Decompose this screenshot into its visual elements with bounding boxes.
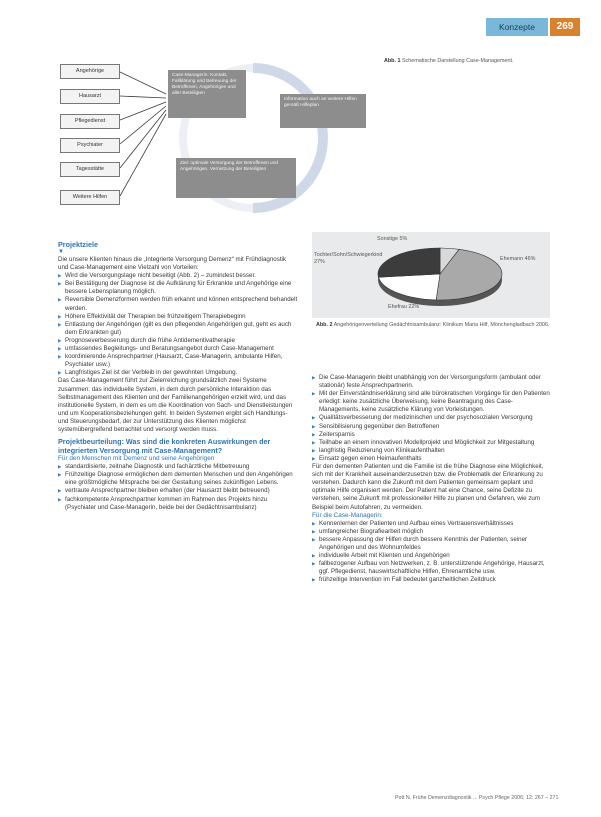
box-hausarzt: Hausarzt	[60, 89, 120, 104]
list-item: ▶ fallbezogener Aufbau von Netzwerken, z. B. unterstützende Angehörige, Hausarzt, ggf. Pflegedienst, hauswirtschaftliche Hilfen, Ehrenamtliche usw.	[312, 560, 552, 576]
pie-label-tochter: Tochter/Sohn/Schwiegerkind 27%	[314, 252, 383, 265]
list-projektziele	[58, 272, 298, 377]
pie-label-sonstige: Sonstige 5%	[377, 236, 408, 242]
list-item: ▶ Frühzeitige Diagnose ermöglichen dem dementen Menschen und den Angehörigen eine größtmögliche Mitsprache bei der Gestaltung seines zukünftigen Lebens.	[58, 471, 298, 487]
heading-demenz-angehoerige: Für den Menschen mit Demenz und seine Angehörigen	[58, 455, 215, 463]
case-management-diagram	[58, 50, 376, 220]
list-item: ▶ langfristig Reduzierung von Klinikaufenthalten	[312, 447, 552, 455]
figure1-caption-label: Abb. 1	[384, 58, 401, 64]
pie-slice	[378, 248, 440, 277]
list-item: ▶ Sensibilisierung gegenüber den Betroffenen	[312, 423, 552, 431]
pie-label-ehemann: Ehemann 46%	[500, 256, 536, 262]
list-item: ▶ Höhere Effektivität der Therapien bei frühzeitigem Therapiebeginn	[58, 313, 298, 321]
list-item: ▶ standardisierte, zeitnahe Diagnostik und fachärztliche Mitbetreuung	[58, 463, 298, 471]
box-pflegedienst: Pflegedienst	[60, 114, 120, 129]
list-item: ▶ individuelle Arbeit mit Klienten und Angehörigen	[312, 552, 552, 560]
paragraph-diagnose: Für den dementen Patienten und die Familie ist die frühe Diagnose eine Möglichkeit, sich mit der Krankheit auseinanderzusetzen bzw. die Problematik der Erkrankung zu verstehen. Dadurch kann die Zukunft mit dem Patienten gemeinsam geplant und optimale Hilfe organisiert werden. Der Patient hat eine Chance, seine Defizite zu verstehen, seine Zukunft mit professioneller Hilfe zu planen und Gefahren, wie zum Beispiel beim Autofahren, zu vermeiden.	[312, 463, 544, 511]
list-item: ▶ Mit der Einverständniserklärung sind alle bürokratischen Vorgänge für den Patienten erledigt: keine zusätzliche Überweisung, keine Beantragung des Case-Managements, keine zusätzliche Klärung von Vorleistungen.	[312, 390, 552, 414]
section-arrow-icon: ▼	[58, 249, 64, 255]
heading-case-managerin: Für die Case-Managerin:	[312, 511, 383, 519]
list-item: ▶ Kennenlernen der Patienten und Aufbau eines Vertrauensverhältnisses	[312, 520, 552, 528]
footer-citation: Pott N. Frühe Demenzdiagnostik ... Psych Pflege 2006; 12: 267 – 271	[395, 795, 559, 801]
list-case-managerin	[312, 520, 552, 585]
list-item: ▶ bessere Anpassung der Hilfen durch bessere Kenntnis der Patienten, seiner Angehörigen und des Wohnumfeldes	[312, 536, 552, 552]
figure1-caption	[384, 58, 542, 65]
list-item: ▶ Einsatz gegen einen Heimaufenthalts	[312, 455, 552, 463]
box-ziel: Ziel: optimale Versorgung der Betroffenen und Angehörigen, Vernetzung der Beteiligten	[176, 158, 296, 198]
pie-chart	[312, 232, 550, 318]
left-column	[58, 240, 298, 512]
list-item: ▶ Langfristiges Ziel ist der Verbleib in der gewohnten Umgebung.	[58, 369, 298, 377]
box-angehoerige: Angehörige	[60, 64, 120, 79]
list-item: ▶ Bei Bestätigung der Diagnose ist die Aufklärung für Erkrankte und Angehörige eine bessere Lebensplanung möglich.	[58, 280, 298, 296]
list-item: ▶ Reversible Demenzformen werden früh erkannt und können entsprechend behandelt werden.	[58, 296, 298, 312]
box-information: Information auch an weitere Hilfen gemäß Hilfeplan	[280, 94, 366, 128]
figure2-caption	[316, 322, 552, 329]
list-item: ▶ Entlastung der Angehörigen (gilt es den pflegenden Angehörigen gut, geht es auch dem Erkrankten gut)	[58, 321, 298, 337]
list-item: ▶ umfassendes Begleitungs- und Beratungsangebot durch Case-Management	[58, 345, 298, 353]
figure2-caption-text: Angehörigenverteilung Gedächtnisambulanz: Klinikum Maria Hilf, Mönchengladbach 2006.	[333, 322, 550, 328]
list-item: ▶ Zeitersparnis	[312, 431, 552, 439]
list-item: ▶ Teilhabe an einem innovativen Modellprojekt und Möglichkeit zur Mitgestaltung	[312, 439, 552, 447]
list-item: ▶ koordinierende Ansprechpartner (Hausarzt, Case-Managerin, ambulante Hilfen, Psychiater usw.)	[58, 353, 298, 369]
list-item: ▶ frühzeitige Intervention im Fall bedeutet ganzheitlichen Zeitdruck	[312, 576, 552, 584]
pie-chart-panel	[312, 232, 550, 318]
figure2-caption-label: Abb. 2	[316, 322, 333, 328]
list-item: ▶ Wird die Versorgungslage nicht beseitigt (Abb. 2) – zumindest besser.	[58, 272, 298, 280]
right-column	[312, 374, 552, 584]
heading-projektbeurteilung: Projektbeurteilung: Was sind die konkreten Auswirkungen der integrierten Versorgung mit Case-Management?	[58, 437, 271, 456]
pie-slice	[378, 274, 440, 300]
box-case-managerin: Case-Managerin: Kontakt, Fallklärung und Betreuung der Betroffenen, Angehörigen und aller Beteiligten	[168, 70, 246, 118]
page-number: 269	[550, 18, 580, 36]
heading-projektziele: Projektziele	[58, 240, 98, 249]
paragraph-systeme: Das Case-Management führt zur Zielerreichung grundsätzlich zwei Systeme zusammen: das individuelle System, in dem durch persönliche Interaktion das Selbstmanagement des Klienten und der Familienangehörigen erzielt wird, und das institutionelle System, in dem es um die Koordination von Sach- und Dienstleistungen und um Kooperationsbeziehungen geht. In beiden Systemen ergibt sich Handlungs- und Steuerungsbedarf, der zur Unterstützung des Klienten möglichst systemübergreifend betrachtet und versorgt werden muss.	[58, 377, 293, 433]
list-demenz-angehoerige	[58, 463, 298, 512]
list-item: ▶ Prognoseverbesserung durch die frühe Antidementivatherapie	[58, 337, 298, 345]
paragraph-intro: Die unsere Klienten hinaus die „Integrierte Versorgung Demenz“ mit Frühdiagnostik und Case-Management eine Vielzahl von Vorteilen:	[58, 256, 287, 272]
section-tab: Konzepte	[486, 18, 548, 36]
list-item: ▶ Die Case-Managerin bleibt unabhängig von der Versorgungsform (ambulant oder stationär) feste Ansprechpartnerin.	[312, 374, 552, 390]
pie-slices	[378, 248, 502, 306]
list-item: ▶ vertraute Ansprechpartner bleiben erhalten (der Hausarzt bleibt betreuend)	[58, 487, 298, 495]
list-item: ▶ Qualitätsverbesserung der medizinischen und der psychosozialen Versorgung	[312, 414, 552, 422]
box-psychiater: Psychiater	[60, 138, 120, 153]
list-item: ▶ fachkompetente Ansprechpartner kommen im Rahmen des Projekts hinzu (Psychiater und Case-Managerin, beide bei der Gedächtnisambulanz)	[58, 496, 298, 512]
list-item: ▶ umfangreicher Biografiearbeit möglich	[312, 528, 552, 536]
list-vorteile	[312, 374, 552, 463]
pie-label-ehefrau: Ehefrau 22%	[388, 304, 420, 310]
figure1-caption-text: Schematische Darstellung Case-Management.	[401, 58, 514, 64]
box-weitere-hilfen: Weitere Hilfen	[60, 190, 120, 205]
box-tagesstaette: Tagesstätte	[60, 162, 120, 177]
